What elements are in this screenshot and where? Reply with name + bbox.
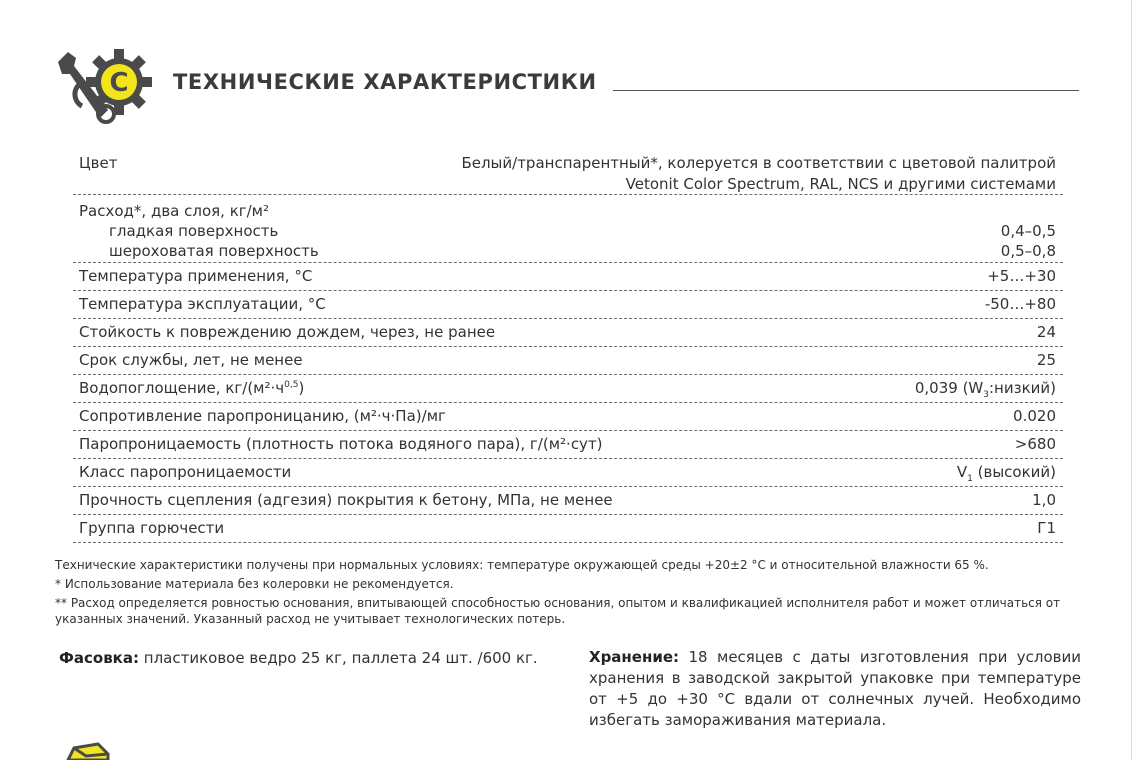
water-value-end: :низкий) — [989, 379, 1056, 397]
spec-label: Температура эксплуатации, °С — [79, 295, 326, 313]
color-value-line1: Белый/транспарентный*, колеруется в соответствии с цветовой палитрой — [461, 154, 1056, 172]
spec-label: Паропроницаемость (плотность потока водяного пара), г/(м²·сут) — [79, 435, 603, 453]
box-icon — [64, 742, 114, 760]
note-consumption: ** Расход определяется ровностью основания, впитывающей способностью основания, опытом и квалификацией исполнителя работ и может отличаться от указанных значений. Указанный расход не учитывает технологических потерь. — [55, 596, 1061, 626]
spec-row — [73, 291, 1063, 319]
spec-row-vapor-class — [73, 459, 1063, 487]
page-edge-line — [1131, 0, 1132, 760]
spec-label: Стойкость к повреждению дождем, через, не ранее — [79, 323, 496, 341]
spec-value: -50…+80 — [984, 295, 1056, 313]
storage-info — [589, 647, 1081, 731]
color-value-line2: Vetonit Color Spectrum, RAL, NCS и другими системами — [625, 175, 1056, 193]
spec-value: 25 — [1036, 351, 1056, 369]
vapor-value-sub: 1 — [967, 474, 973, 484]
spec-value: >680 — [1014, 435, 1056, 453]
packaging-info — [59, 648, 538, 668]
consumption-label: Расход*, два слоя, кг/м² — [79, 202, 270, 220]
note-tinting: * Использование материала без колеровки не рекомендуется. — [55, 577, 454, 591]
spec-label: Сопротивление паропроницанию, (м²·ч·Па)/мг — [79, 407, 446, 425]
spec-value: 0.020 — [1013, 407, 1056, 425]
water-value-main: 0,039 (W — [914, 379, 984, 397]
consumption-smooth-value: 0,4–0,5 — [1000, 222, 1056, 240]
water-label-end: ) — [298, 379, 305, 397]
spec-value: 24 — [1036, 323, 1056, 341]
storage-label: Хранение: — [589, 648, 680, 666]
water-value-sub: 3 — [983, 390, 989, 400]
spec-value: Г1 — [1037, 519, 1056, 537]
consumption-rough — [79, 241, 1056, 261]
spec-value — [957, 462, 1056, 483]
spec-row — [73, 347, 1063, 375]
spec-row — [73, 515, 1063, 543]
spec-label: Класс паропроницаемости — [79, 463, 292, 481]
spec-value — [915, 378, 1056, 399]
consumption-rough-value: 0,5–0,8 — [1000, 242, 1056, 260]
water-label-sup: 0,5 — [284, 380, 299, 390]
tools-gear-logo-icon — [52, 44, 152, 128]
logo-letter: C — [109, 68, 129, 98]
consumption-smooth-label: гладкая поверхность — [109, 222, 279, 240]
spec-row — [73, 403, 1063, 431]
spec-row-water-absorption — [73, 375, 1063, 403]
note-conditions: Технические характеристики получены при нормальных условиях: температуре окружающей среды +20±2 °С и относительной влажности 65 %. — [55, 558, 989, 572]
spec-row — [73, 487, 1063, 515]
consumption-smooth — [79, 221, 1056, 241]
footnotes — [55, 557, 1085, 627]
spec-value — [461, 153, 1056, 195]
page-title: ТЕХНИЧЕСКИЕ ХАРАКТЕРИСТИКИ — [173, 70, 597, 94]
section-header — [52, 40, 1082, 130]
spec-value: +5…+30 — [987, 267, 1056, 285]
spec-row-color — [73, 146, 1063, 195]
vapor-value-main: V — [956, 463, 968, 481]
spec-label: Прочность сцепления (адгезия) покрытия к бетону, МПа, не менее — [79, 491, 613, 509]
spec-row-consumption — [73, 195, 1063, 263]
spec-row — [73, 319, 1063, 347]
title-rule — [613, 90, 1079, 91]
spec-label: Срок службы, лет, не менее — [79, 351, 303, 369]
water-label-main: Водопоглощение, кг/(м²·ч — [79, 379, 285, 397]
spec-label — [73, 378, 304, 399]
spec-label: Температура применения, °С — [79, 267, 313, 285]
spec-label: Цвет — [79, 154, 118, 172]
packaging-label: Фасовка: — [59, 649, 139, 667]
storage-text: 18 месяцев с даты изготовления при условии хранения в заводской закрытой упаковке при температуре от +5 до +30 °С вдали от солнечных лучей. Необходимо избегать замораживания материала. — [589, 648, 1081, 729]
spec-value: 1,0 — [1032, 491, 1056, 509]
consumption-rough-label: шероховатая поверхность — [109, 242, 319, 260]
spec-label: Группа горючести — [79, 519, 225, 537]
spec-row — [73, 263, 1063, 291]
spec-row — [73, 431, 1063, 459]
packaging-text: пластиковое ведро 25 кг, паллета 24 шт. /600 кг. — [139, 649, 538, 667]
vapor-value-end: (высокий) — [972, 463, 1056, 481]
spec-table — [73, 146, 1063, 543]
